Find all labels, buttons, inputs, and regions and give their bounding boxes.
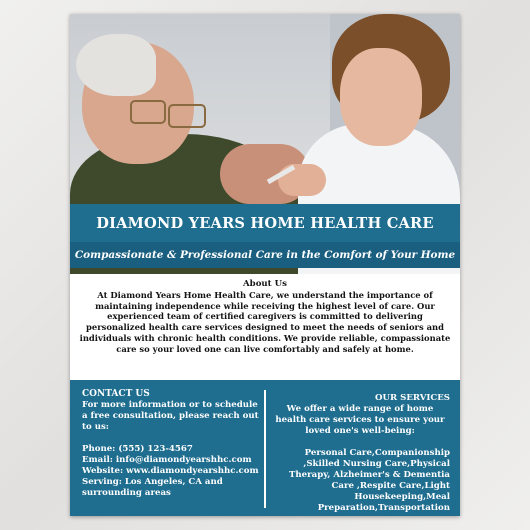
info-panel <box>70 380 460 516</box>
about-section <box>76 279 454 355</box>
contact-section <box>82 389 266 499</box>
photo-nurse-face <box>340 48 422 146</box>
flyer <box>70 14 460 516</box>
about-heading: About Us <box>243 279 287 289</box>
column-divider <box>264 390 266 508</box>
tagline: Compassionate & Professional Care in the Comfort of Your Home <box>74 249 456 261</box>
services-list: Personal Care,Companionship ,Skilled Nursing Care,Physical Therapy, Alzheimer's & Dementia Care ,Respite Care,Light Housekeeping,Meal Preparation,Transportation <box>289 448 450 513</box>
contact-heading: CONTACT US <box>82 389 150 399</box>
contact-intro: For more information or to schedule a free consultation, please reach out to us: <box>82 400 259 432</box>
tagline-banner <box>70 242 460 268</box>
contact-phone: Phone: (555) 123-4567 <box>82 444 193 454</box>
services-intro: We offer a wide range of home health care services to ensure your loved one's well-being: <box>275 404 445 436</box>
company-title: DIAMOND YEARS HOME HEALTH CARE <box>96 214 434 232</box>
contact-email: Email: info@diamondyearshhc.com <box>82 455 252 465</box>
contact-website: Website: www.diamondyearshhc.com <box>82 466 259 476</box>
photo-man-hair <box>76 34 156 96</box>
title-banner <box>70 204 460 242</box>
photo-glasses <box>168 104 206 128</box>
about-body: At Diamond Years Home Health Care, we understand the importance of maintaining independence while receiving the highest level of care. Our experienced team of certified caregivers is committed to delivering personalized health care services designed to meet the needs of seniors and individuals with chronic health conditions. We provide reliable, compassionate care so your loved one can live comfortably and safely at home. <box>79 289 451 354</box>
services-section <box>270 393 450 514</box>
photo-glasses-left <box>130 100 166 124</box>
services-heading: OUR SERVICES <box>375 393 450 403</box>
contact-serving: Serving: Los Angeles, CA and surrounding areas <box>82 477 223 498</box>
